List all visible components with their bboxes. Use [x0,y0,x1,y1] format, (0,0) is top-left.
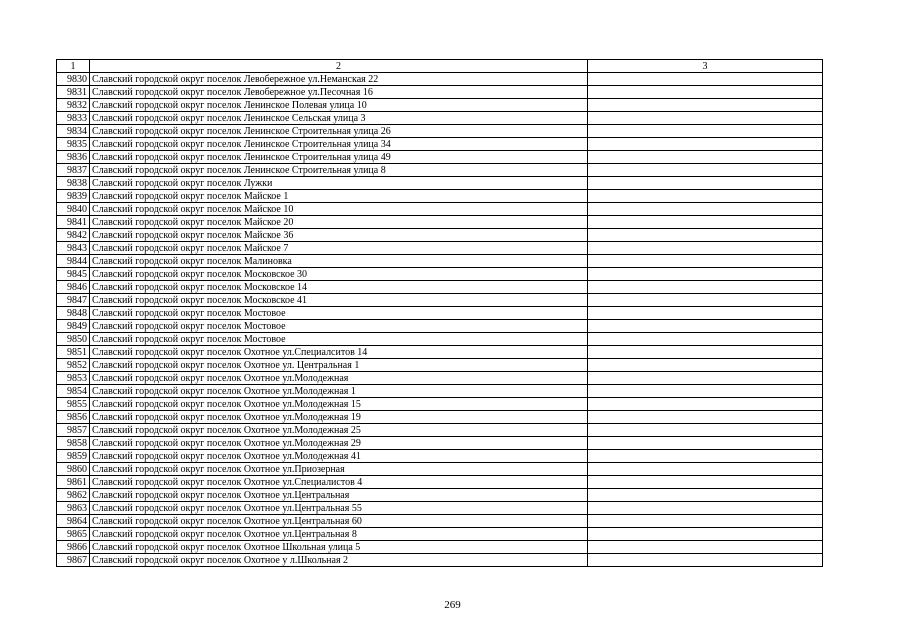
table-row [57,450,823,463]
empty-cell [588,346,823,359]
row-number-cell: 9864 [57,515,90,528]
table-row [57,320,823,333]
row-number-cell: 9854 [57,385,90,398]
table-row [57,359,823,372]
address-cell: Славский городской округ поселок Охотное ул.Специалистов 4 [90,476,588,489]
empty-cell [588,333,823,346]
row-number-cell: 9835 [57,138,90,151]
empty-cell [588,151,823,164]
address-cell: Славский городской округ поселок Мостовое [90,333,588,346]
address-cell: Славский городской округ поселок Ленинское Сельская улица 3 [90,112,588,125]
table-row [57,255,823,268]
row-number-cell: 9831 [57,86,90,99]
row-number-cell: 9861 [57,476,90,489]
address-cell: Славский городской округ поселок Ленинское Строительная улица 26 [90,125,588,138]
empty-cell [588,359,823,372]
table-row [57,489,823,502]
address-cell: Славский городской округ поселок Охотное ул.Центральная 55 [90,502,588,515]
table-row [57,541,823,554]
row-number-cell: 9843 [57,242,90,255]
table-row [57,164,823,177]
empty-cell [588,528,823,541]
empty-cell [588,99,823,112]
row-number-cell: 9844 [57,255,90,268]
table-row [57,528,823,541]
table-row [57,216,823,229]
empty-cell [588,515,823,528]
empty-cell [588,424,823,437]
table-row [57,372,823,385]
row-number-cell: 9850 [57,333,90,346]
address-cell: Славский городской округ поселок Московское 30 [90,268,588,281]
table-row [57,294,823,307]
address-cell: Славский городской округ поселок Мостовое [90,307,588,320]
row-number-cell: 9846 [57,281,90,294]
page-number: 269 [444,599,461,611]
row-number-cell: 9848 [57,307,90,320]
table-row [57,437,823,450]
address-cell: Славский городской округ поселок Ленинское Строительная улица 49 [90,151,588,164]
row-number-cell: 9839 [57,190,90,203]
row-number-cell: 9862 [57,489,90,502]
empty-cell [588,268,823,281]
row-number-cell: 9847 [57,294,90,307]
empty-cell [588,307,823,320]
row-number-cell: 9865 [57,528,90,541]
address-cell: Славский городской округ поселок Охотное ул.Молодежная 25 [90,424,588,437]
table-row [57,502,823,515]
address-cell: Славский городской округ поселок Охотное ул.Центральная 8 [90,528,588,541]
empty-cell [588,125,823,138]
row-number-cell: 9856 [57,411,90,424]
address-cell: Славский городской округ поселок Левобережное ул.Песочная 16 [90,86,588,99]
address-cell: Славский городской округ поселок Охотное ул.Специалситов 14 [90,346,588,359]
address-cell: Славский городской округ поселок Ленинское Полевая улица 10 [90,99,588,112]
row-number-cell: 9858 [57,437,90,450]
empty-cell [588,242,823,255]
table-row [57,385,823,398]
table-row [57,398,823,411]
empty-cell [588,489,823,502]
address-cell: Славский городской округ поселок Майское 20 [90,216,588,229]
row-number-cell: 9867 [57,554,90,567]
table-row [57,203,823,216]
address-cell: Славский городской округ поселок Московское 14 [90,281,588,294]
address-cell: Славский городской округ поселок Малиновка [90,255,588,268]
address-cell: Славский городской округ поселок Охотное у л.Школьная 2 [90,554,588,567]
table-body [57,60,823,567]
empty-cell [588,372,823,385]
address-cell: Славский городской округ поселок Охотное ул.Центральная [90,489,588,502]
empty-cell [588,294,823,307]
empty-cell [588,411,823,424]
table-row [57,333,823,346]
empty-cell [588,190,823,203]
address-cell: Славский городской округ поселок Охотное ул.Молодежная [90,372,588,385]
empty-cell [588,450,823,463]
row-number-cell: 9841 [57,216,90,229]
address-cell: Славский городской округ поселок Охотное ул.Молодежная 1 [90,385,588,398]
row-number-cell: 9851 [57,346,90,359]
table-row [57,229,823,242]
empty-cell [588,502,823,515]
address-cell: Славский городской округ поселок Охотное ул.Центральная 60 [90,515,588,528]
empty-cell [588,177,823,190]
empty-cell [588,255,823,268]
row-number-cell: 9860 [57,463,90,476]
address-cell: Славский городской округ поселок Московское 41 [90,294,588,307]
row-number-cell: 9837 [57,164,90,177]
address-cell: Славский городской округ поселок Охотное ул.Молодежная 41 [90,450,588,463]
address-cell: Славский городской округ поселок Ленинское Строительная улица 34 [90,138,588,151]
table-row [57,73,823,86]
row-number-cell: 9859 [57,450,90,463]
empty-cell [588,554,823,567]
row-number-cell: 9855 [57,398,90,411]
table-row [57,138,823,151]
row-number-cell: 9863 [57,502,90,515]
address-cell: Славский городской округ поселок Майское 1 [90,190,588,203]
table-row [57,99,823,112]
table-row [57,346,823,359]
empty-cell [588,112,823,125]
row-number-cell: 9830 [57,73,90,86]
empty-cell [588,164,823,177]
row-number-cell: 9853 [57,372,90,385]
empty-cell [588,463,823,476]
empty-cell [588,398,823,411]
address-cell: Славский городской округ поселок Охотное ул. Центральная 1 [90,359,588,372]
address-cell: Славский городской округ поселок Охотное Школьная улица 5 [90,541,588,554]
row-number-cell: 9840 [57,203,90,216]
row-number-cell: 9834 [57,125,90,138]
address-cell: Славский городской округ поселок Охотное ул.Молодежная 15 [90,398,588,411]
table-row [57,554,823,567]
row-number-cell: 9842 [57,229,90,242]
address-cell: Славский городской округ поселок Ленинское Строительная улица 8 [90,164,588,177]
address-cell: Славский городской округ поселок Майское 10 [90,203,588,216]
empty-cell [588,281,823,294]
row-number-cell: 9832 [57,99,90,112]
address-cell: Славский городской округ поселок Майское 36 [90,229,588,242]
table-row [57,268,823,281]
row-number-cell: 9833 [57,112,90,125]
row-number-cell: 9857 [57,424,90,437]
address-cell: Славский городской округ поселок Охотное ул.Молодежная 19 [90,411,588,424]
table-row [57,515,823,528]
address-cell: Славский городской округ поселок Майское 7 [90,242,588,255]
empty-cell [588,229,823,242]
header-cell-3: 3 [588,60,823,73]
table-row [57,307,823,320]
empty-cell [588,541,823,554]
table-row [57,476,823,489]
table-row [57,112,823,125]
table-header-row [57,60,823,73]
table-row [57,463,823,476]
empty-cell [588,138,823,151]
table-row [57,411,823,424]
table-row [57,151,823,164]
row-number-cell: 9845 [57,268,90,281]
empty-cell [588,203,823,216]
header-cell-1: 1 [57,60,90,73]
address-table [56,59,823,567]
empty-cell [588,437,823,450]
row-number-cell: 9836 [57,151,90,164]
address-cell: Славский городской округ поселок Охотное ул.Молодежная 29 [90,437,588,450]
empty-cell [588,86,823,99]
empty-cell [588,476,823,489]
empty-cell [588,216,823,229]
table-row [57,424,823,437]
table-row [57,86,823,99]
row-number-cell: 9849 [57,320,90,333]
empty-cell [588,320,823,333]
table-row [57,125,823,138]
table-row [57,177,823,190]
address-cell: Славский городской округ поселок Мостовое [90,320,588,333]
row-number-cell: 9866 [57,541,90,554]
address-cell: Славский городской округ поселок Лужки [90,177,588,190]
table-row [57,242,823,255]
header-cell-2: 2 [90,60,588,73]
row-number-cell: 9838 [57,177,90,190]
address-cell: Славский городской округ поселок Левобережное ул.Неманская 22 [90,73,588,86]
table-row [57,190,823,203]
row-number-cell: 9852 [57,359,90,372]
address-cell: Славский городской округ поселок Охотное ул.Приозерная [90,463,588,476]
empty-cell [588,73,823,86]
table-row [57,281,823,294]
empty-cell [588,385,823,398]
